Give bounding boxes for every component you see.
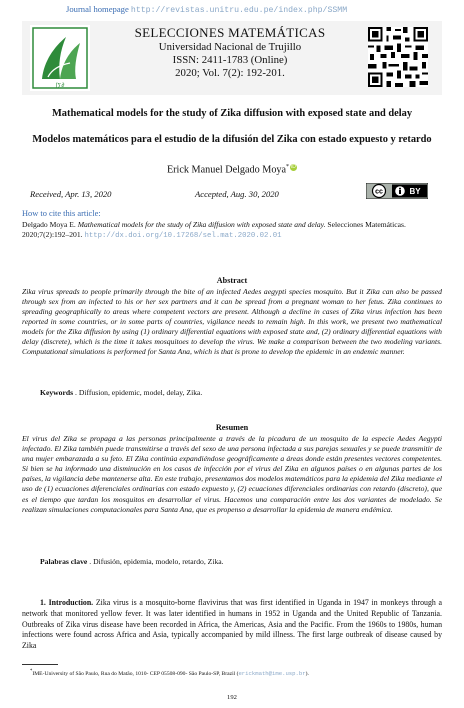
citation-doi-link[interactable]: http://dx.doi.org/10.17268/sel.mat.2020.02.01 xyxy=(84,232,282,240)
author-line xyxy=(22,164,442,175)
journal-homepage-line xyxy=(66,4,347,15)
article-title-english: Mathematical models for the study of Zika diffusion with exposed state and delay xyxy=(51,108,413,119)
abstract-heading: Abstract xyxy=(216,276,248,285)
introduction-heading: 1. Introduction. xyxy=(40,598,94,607)
keywords-list: . Diffusion, epidemic, model, delay, Zika. xyxy=(73,388,203,397)
keywords-label: Keywords xyxy=(40,388,74,397)
university-name: Universidad Nacional de Trujillo xyxy=(158,41,302,53)
footnote-divider xyxy=(22,664,58,665)
journal-homepage-url[interactable]: http://revistas.unitru.edu.pe/index.php/SSMM xyxy=(130,6,348,15)
page-number: 192 xyxy=(227,694,237,701)
article-title-spanish: Modelos matemáticos para el estudio de la difusión del Zika con estado expuesto y retardo xyxy=(32,134,432,145)
journal-homepage-label[interactable]: Journal homepage xyxy=(66,4,129,14)
author-name: Erick Manuel Delgado Moya xyxy=(166,164,287,176)
palabras-clave-label: Palabras clave xyxy=(40,557,88,566)
orcid-icon[interactable]: iD xyxy=(291,164,296,171)
svg-text:∫∑∂: ∫∑∂ xyxy=(55,83,65,89)
citation-title: Mathematical models for the study of Zika diffusion with exposed state and delay. xyxy=(77,220,326,229)
footnote-end: ). xyxy=(305,670,309,677)
footnote-mark: * xyxy=(30,669,33,674)
introduction-text: Zika virus is a mosquito-borne flavivirus that was first identified in Uganda in 1947 in monkeys through a network that monitored yellow fever. It was later identified in humans in 1952 in Uganda and the United Republic of Tanzania. Outbreaks of Zika virus disease have been recorded in Africa, the Americas, Asia and the Pacific. From the 1960s to 1980s, human infections were found across Africa and Asia, typically accompanied by mild illness. The first large outbreak of disease caused by Zika xyxy=(22,598,443,651)
journal-name: SELECCIONES MATEMÁTICAS xyxy=(134,25,326,40)
issn: ISSN: 2411-1783 (Online) xyxy=(172,54,288,66)
keywords-line xyxy=(40,388,440,397)
resumen-body: El virus del Zika se propaga a las personas principalmente a través de la picadura de un mosquito de la especie Aedes Aegypti infectado. El Zika también puede transmitirse a través del sexo de una persona infectada a sus parejas sexuales y se puede transmitir de una mujer embarazada a su feto. El Zika continúa expandiéndose geográficamente a áreas donde están presentes vectores competentes. Si bien se ha informado una disminución en los casos de infección por el virus del Zika en algunos países o en algunas partes de los países, la vigilancia debe mantenerse alta. En este trabajo, presentamos dos modelos matemáticos para la epidemia del Zika mediante el uso de (1) ecuaciones diferenciales ordinarias con estado expuesto y, (2) ecuaciones diferenciales ordinarias con retardo (discreto), que es el tiempo que tardan los mosquitos en desarrollar el virus. Hacemos una comparación entre las dos variantes de modelado. Se realizan simulaciones computacionales para Santa Ana, que es propenso a desarrollar la epidemia de manera endémica. xyxy=(22,434,442,514)
author-footnote-mark: * xyxy=(286,164,290,170)
introduction-paragraph xyxy=(22,598,442,652)
how-to-cite-label[interactable]: How to cite this article: xyxy=(22,209,101,218)
palabras-clave-list: . Difusión, epidemia, modelo, retardo, Zika. xyxy=(89,557,224,566)
citation-text xyxy=(22,220,442,241)
footnote-email[interactable]: erickmath@ime.usp.br xyxy=(238,669,306,677)
accepted-date: Accepted, Aug. 30, 2020 xyxy=(195,189,279,199)
cc-badge-left-text: cc xyxy=(375,188,383,196)
palabras-clave-line xyxy=(40,557,440,566)
citation-journal: Selecciones Matemáticas. 2020;7(2):192–201. xyxy=(22,220,406,239)
qr-code-icon xyxy=(368,27,428,87)
citation-author: Delgado Moya E. xyxy=(22,220,76,229)
journal-logo-icon xyxy=(30,25,90,91)
volume-info: 2020; Vol. 7(2): 192-201. xyxy=(175,67,285,79)
author-footnote xyxy=(30,669,440,677)
journal-header-text xyxy=(96,25,364,80)
resumen-heading: Resumen xyxy=(215,423,249,432)
abstract-body: Zika virus spreads to people primarily through the bite of an infected Aedes aegypti species mosquito. But it Zika can also be passed through sex from an infected to his or her sex partners and it can be spread from a pregnant woman to her fetus. Zika continues to spreading geographically to areas where competent vectors are present. Although a decline in cases of Zika virus infection has been reported in some countries, or in some parts of countries, vigilance needs to remain high. In this work, we present two mathematical models for the Zika diffusion by using (1) ordinary differential equations with exposed state and, (2) ordinary differential equations with delay (discrete), which is the time it takes mosquitoes to develop the virus. We make a comparison between the two modeling variants. Computational simulations is performed for Santa Ana, which is that is prone to develop the epidemic in an endemic manner. xyxy=(22,287,442,356)
footnote-affiliation: IME-University of São Paulo, Rua do Matão, 1010- CEP 05508-090- São Paulo-SP, Brazil ( xyxy=(32,670,239,677)
cc-by-license-icon[interactable] xyxy=(366,183,428,199)
received-date: Received, Apr. 13, 2020 xyxy=(30,189,112,199)
cc-badge-right-text: BY xyxy=(409,187,421,196)
